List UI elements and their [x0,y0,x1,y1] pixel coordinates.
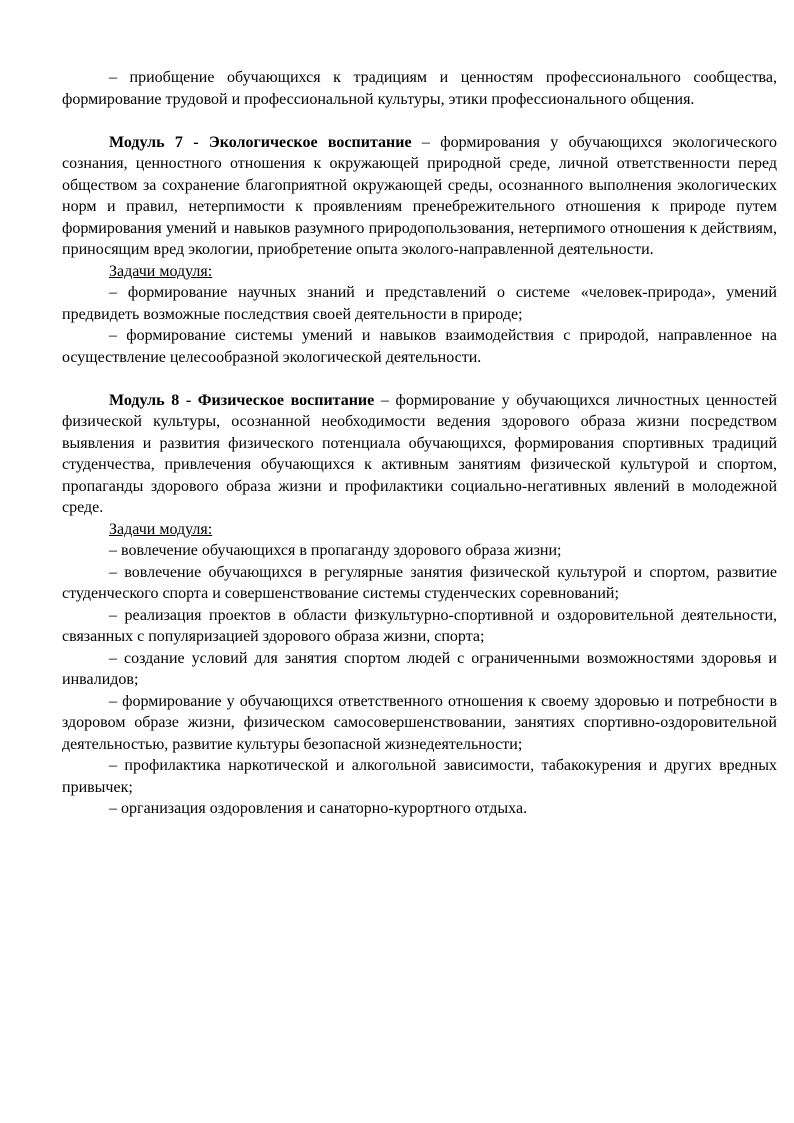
spacer-before-module-7 [62,110,777,132]
tasks-heading-label: Задачи модуля: [109,520,213,538]
spacer-before-module-8 [62,368,777,390]
module-8-task-1: – вовлечение обучающихся в пропаганду здорового образа жизни; [109,542,562,559]
paragraph-module-8: Модуль 8 - Физическое воспитание – формирование у обучающихся личностных ценностей физической культуры, осознанной необходимости ведения здорового образа жизни посредством выявления и развития физического потенциала обучающихся, формирования спортивных традиций студенчества, привлечения обучающихся к активным занятиям физической культурой и спортом, пропаганды здорового образа жизни и профилактики социально-негативных явлений в молодежной среде. [62,391,778,516]
module-7-tasks-heading [62,261,777,283]
paragraph-module-7: Модуль 7 - Экологическое воспитание – формирования у обучающихся экологического сознания, ценностного отношения к окружающей природной среде, личной ответственности перед обществом за сохранение благоприятной окружающей среды, осознанного выполнения экологических норм и правил, нетерпимости к проявлениям пренебрежительного отношения к природе путем формирования умений и навыков разумного природопользования, нетерпимого отношения к действиям, приносящим вред экологии, приобретение опыта эколого-направленной деятельности. [62,133,777,258]
module-heading: Модуль 7 - Экологическое воспитание [109,133,412,151]
module-8-task-2: – вовлечение обучающихся в регулярные занятия физической культурой и спортом, развитие студенческого спорта и совершенствование системы студенческих соревнований; [62,563,777,602]
module-8-task-5: – формирование у обучающихся ответственного отношения к своему здоровью и потребности в здоровом образе жизни, физическом самосовершенствовании, занятиях спортивно-оздоровительной деятельностью, развитие культуры безопасной жизнедеятельности; [62,692,777,753]
tasks-heading-label: Задачи модуля: [109,262,213,280]
module-8-task-3: – реализация проектов в области физкультурно-спортивной и оздоровительной деятельности, связанных с популяризацией здорового образа жизни, спорта; [62,606,777,645]
module-7-task-1: – формирование научных знаний и представлений о системе «человек-природа», умений предвидеть возможные последствия своей деятельности в природе; [62,284,777,323]
module-8-task-6: – профилактика наркотической и алкогольной зависимости, табакокурения и других вредных привычек; [62,757,777,796]
module-7-task-2: – формирование системы умений и навыков взаимодействия с природой, направленное на осуществление целесообразной экологической деятельности. [62,327,777,366]
module-8-tasks-heading [62,519,777,541]
module-8-task-4: – создание условий для занятия спортом людей с ограниченными возможностями здоровья и инвалидов; [62,649,777,688]
paragraph-professional-community: – приобщение обучающихся к традициям и ценностям профессионального сообщества, формирование трудовой и профессиональной культуры, этики профессионального общения. [62,69,777,108]
module-8-task-7: – организация оздоровления и санаторно-курортного отдыха. [109,800,528,817]
document-body [62,67,777,820]
module-heading: Модуль 8 - Физическое воспитание [109,391,375,409]
